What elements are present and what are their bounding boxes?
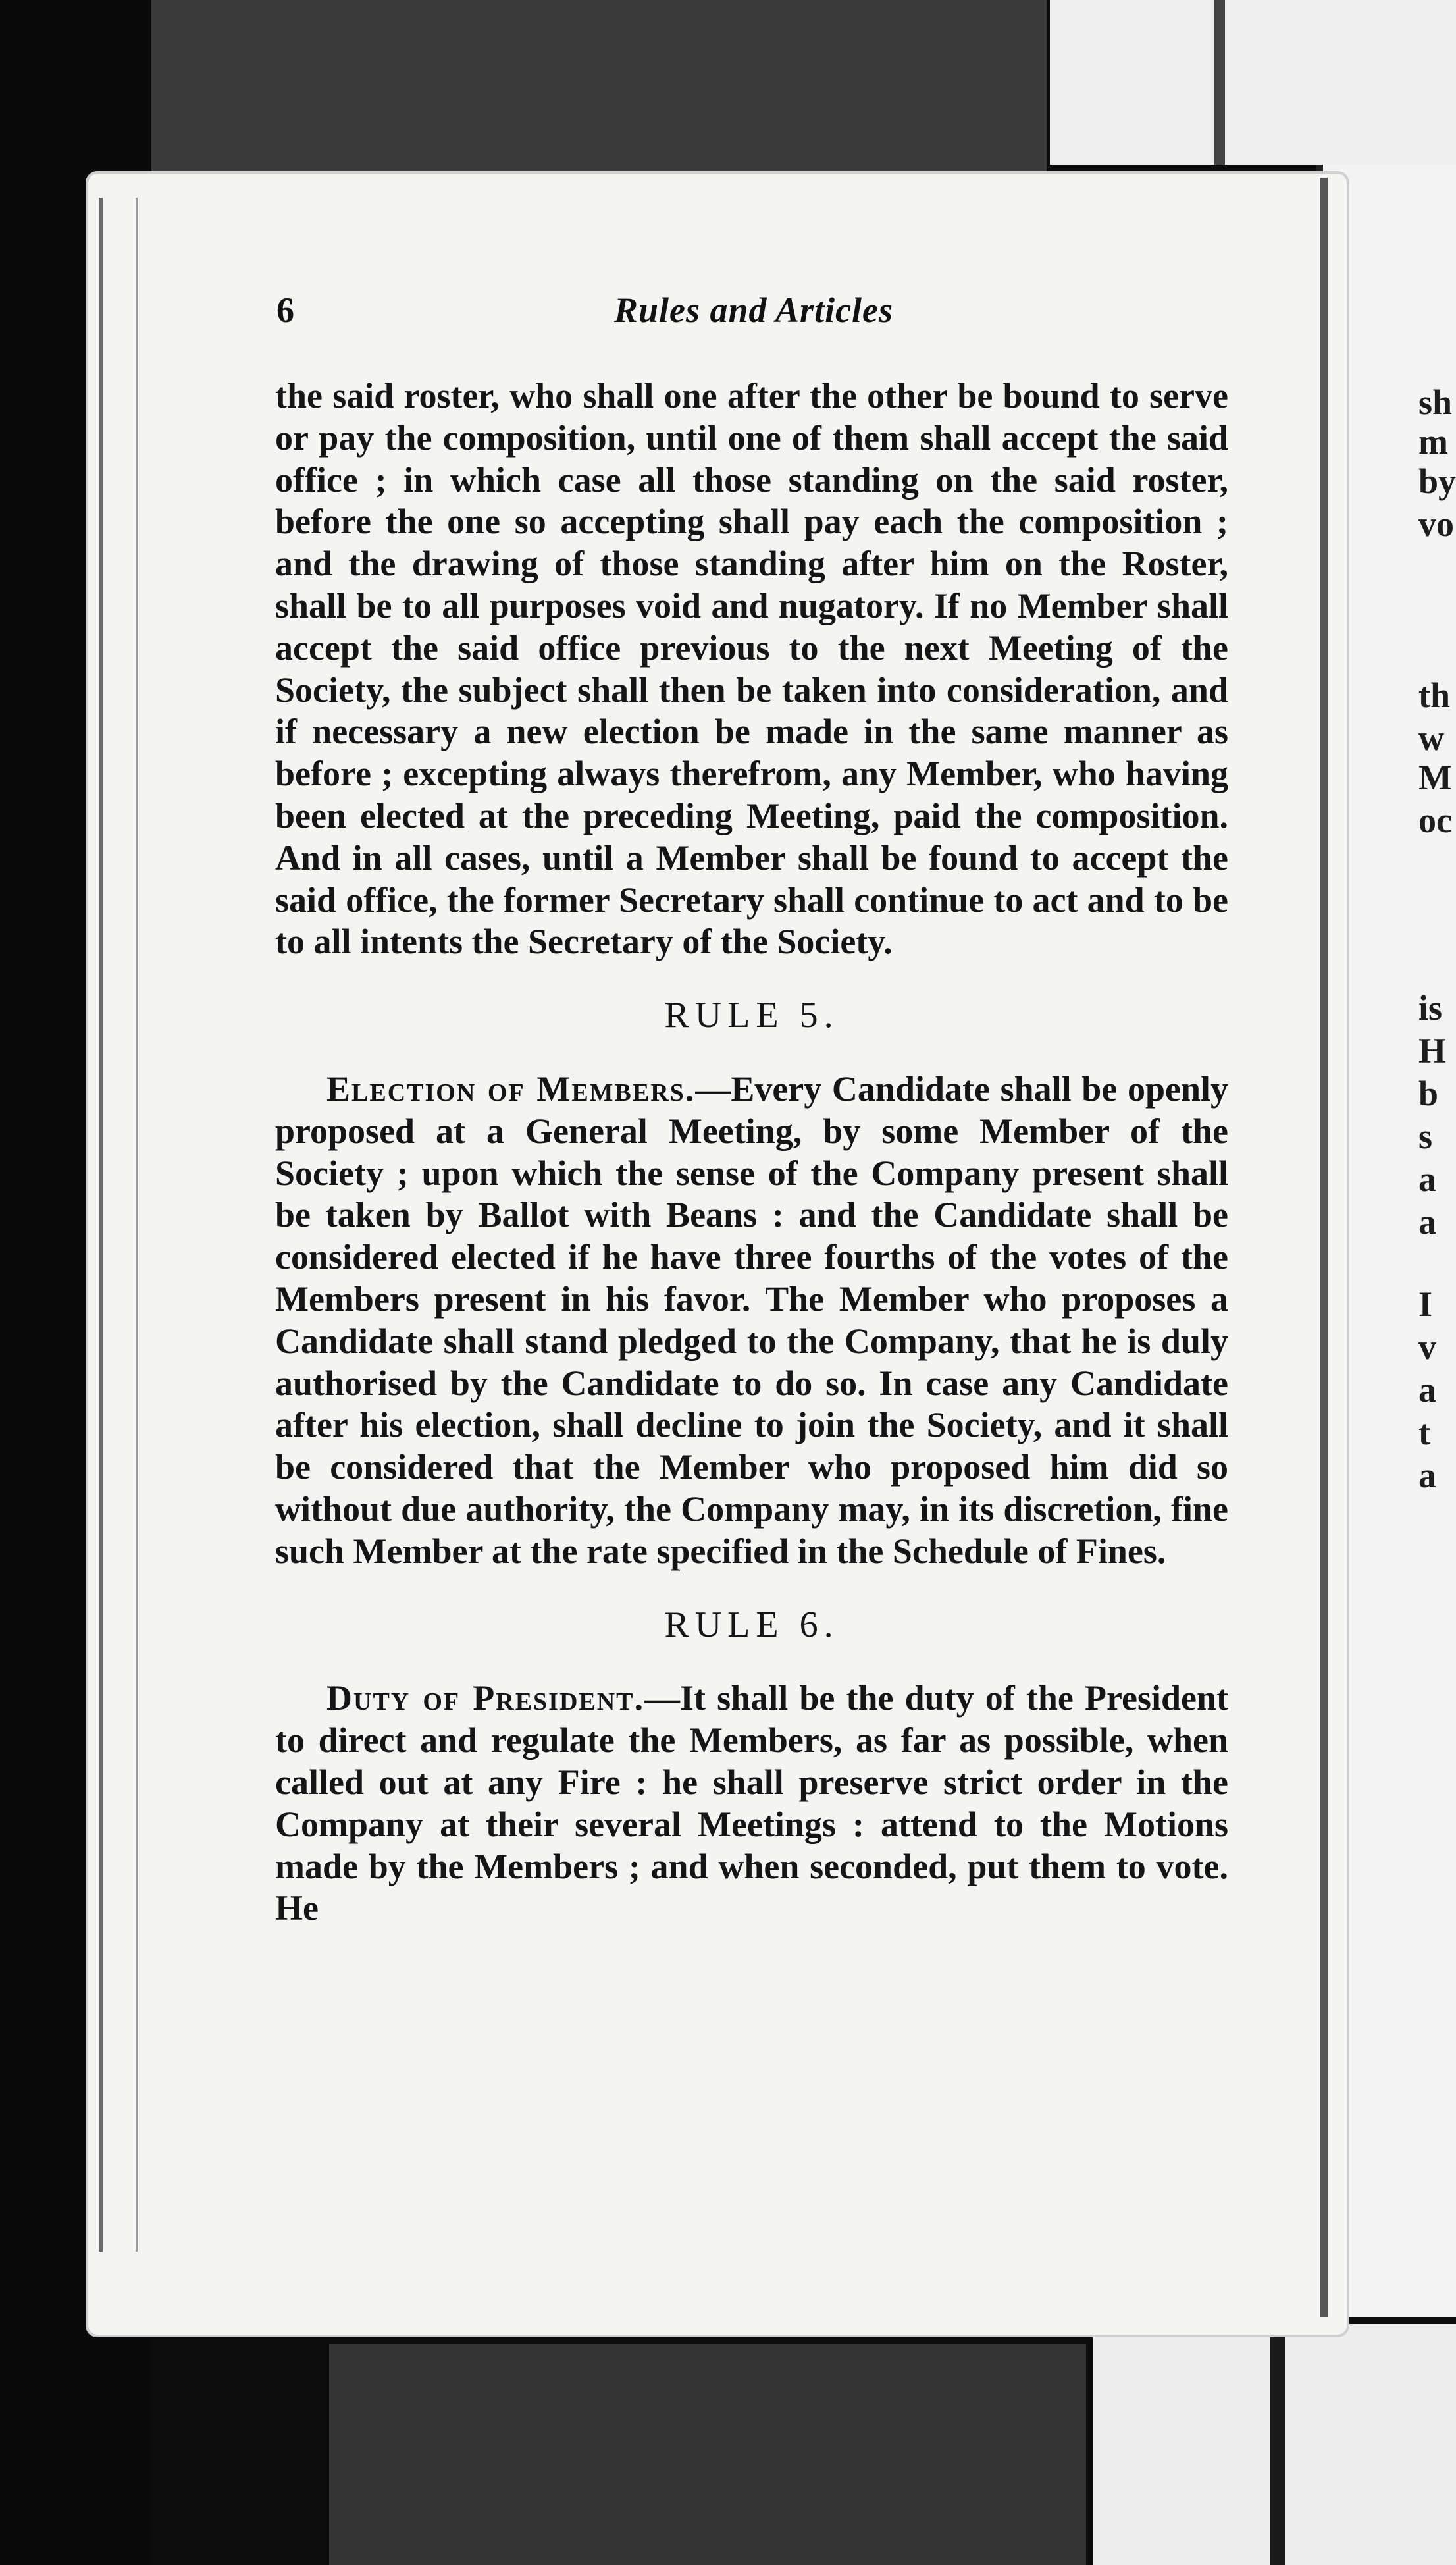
book-gutter bbox=[1320, 178, 1328, 2317]
next-page-fragment: M bbox=[1418, 758, 1452, 797]
rule-5-paragraph bbox=[275, 1069, 1228, 1573]
page-number: 6 bbox=[276, 290, 294, 330]
continued-paragraph: the said roster, who shall one after the other be bound to serve or pay the composition, until one of them shall accept the said office ; in which case all those standing on the said roster, before the one so accepting shall pay each the composition ; and the drawing of those standing after him on the Roster, shall be to all purposes void and nugatory. If no Member shall accept the said office previous to the next Meeting of the Society, the subject shall then be taken into consideration, and if necessary a new election be made in the same manner as before ; excepting always therefrom, any Member, who having been elected at the preceding Meeting, paid the composition. And in all cases, until a Member shall be found to accept the said office, the former Secretary shall continue to act and to be to all intents the Secretary of the Society. bbox=[275, 376, 1228, 962]
next-page-fragment: sh bbox=[1418, 383, 1453, 422]
next-page-fragment: is bbox=[1418, 988, 1443, 1028]
rule-6-heading: RULE 6. bbox=[664, 1604, 839, 1645]
next-page-fragment: s bbox=[1418, 1117, 1433, 1156]
next-page-fragment: H bbox=[1418, 1031, 1447, 1071]
rule-6-text: —It shall be the duty of the President to direct and regulate the Members, as far as possible, when called out at any Fire : he shall preserve strict order in the Company at their several Meetings : attend to the Motions made by the Members ; and when seconded, put them to vote. He bbox=[275, 1678, 1228, 1928]
next-page-fragment: a bbox=[1418, 1159, 1436, 1199]
next-page-bottom-edge bbox=[1093, 2324, 1456, 2565]
page-header bbox=[276, 290, 1231, 336]
rule-5-text: —Every Candidate shall be openly proposed at a General Meeting, by some Member of the Society ; upon which the sense of the Company present shall be taken by Ballot with Beans : and the Candidate shall be considered elected if he have three fourths of the votes of the Members present in his favor. The Member who proposes a Candidate shall stand pledged to the Company, that he is duly authorised by the Candidate to do so. In case any Candidate after his election, shall decline to join the Society, and it shall be considered that the Member who proposed him did so without due authority, the Company may, in its discretion, fine such Member at the rate specified in the Schedule of Fines. bbox=[275, 1069, 1228, 1571]
rule-5-heading: RULE 5. bbox=[664, 995, 839, 1036]
next-page-fragment: w bbox=[1418, 718, 1444, 758]
rule-6-title: Duty of President. bbox=[326, 1678, 645, 1718]
next-page-top-edge bbox=[1050, 0, 1456, 165]
next-page-fragment: th bbox=[1418, 675, 1451, 715]
next-page-fragment: b bbox=[1418, 1074, 1439, 1113]
next-page-fragment: oc bbox=[1418, 801, 1452, 840]
next-page-fragment: v bbox=[1418, 1327, 1436, 1367]
running-head: Rules and Articles bbox=[613, 290, 894, 330]
next-page-fragment: by bbox=[1418, 462, 1456, 501]
next-page-fragment: m bbox=[1418, 422, 1448, 462]
next-page-fragment: a bbox=[1418, 1202, 1436, 1242]
next-page-fragment: vo bbox=[1418, 504, 1454, 544]
next-page-fragment: I bbox=[1418, 1284, 1433, 1324]
rule-6-paragraph bbox=[275, 1678, 1228, 1930]
dark-background-bottom bbox=[329, 2344, 1086, 2565]
page-body bbox=[275, 375, 1228, 1930]
dark-background-top bbox=[151, 0, 1047, 184]
page-stack-edge bbox=[99, 198, 138, 2252]
next-page-fragment: a bbox=[1418, 1456, 1436, 1495]
rule-5-title: Election of Members. bbox=[326, 1069, 696, 1109]
next-page-fragment: a bbox=[1418, 1370, 1436, 1410]
next-page-fragment: t bbox=[1418, 1413, 1430, 1452]
